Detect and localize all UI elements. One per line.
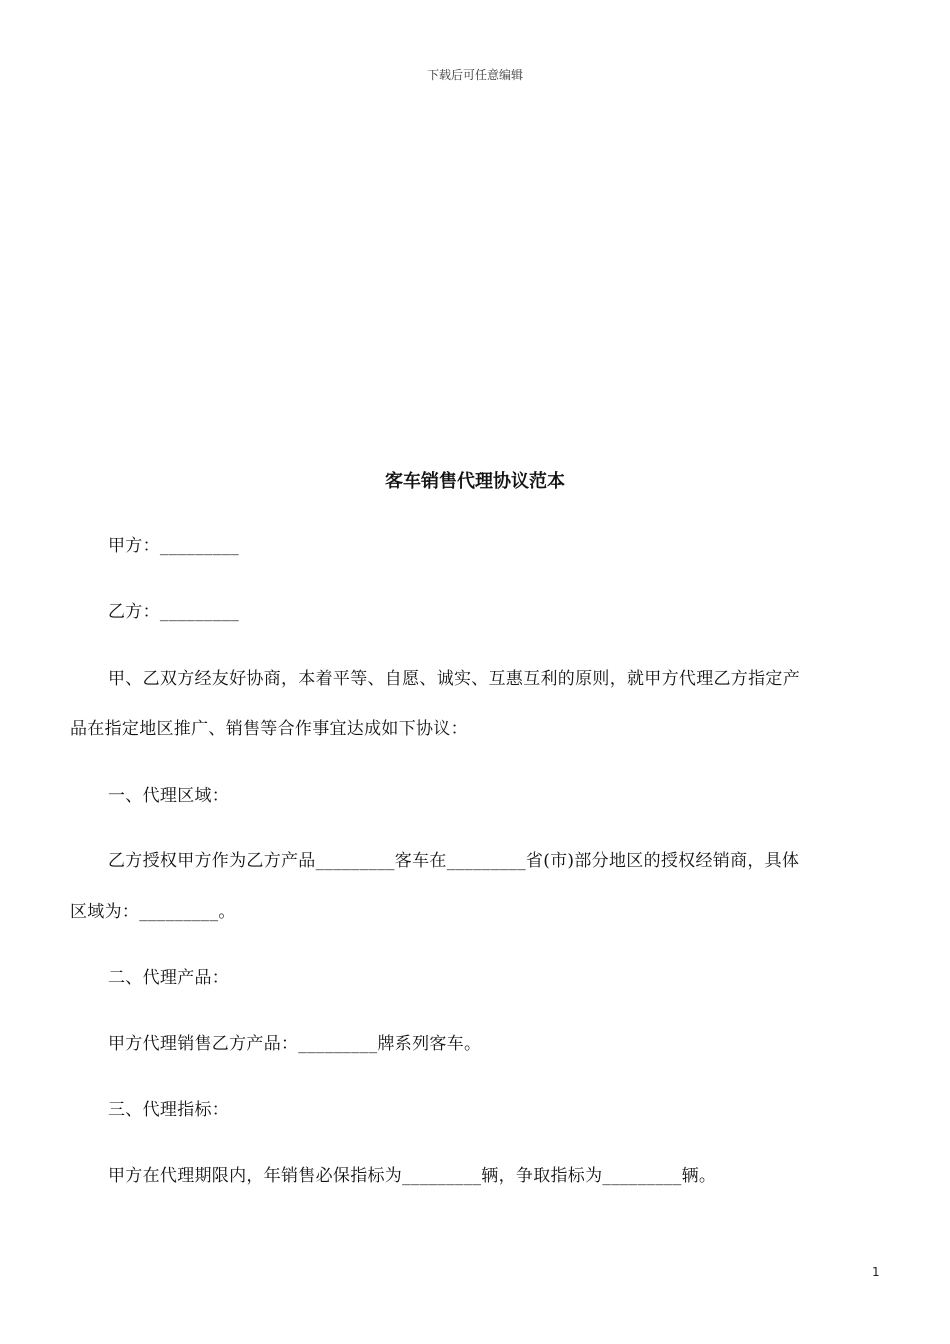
section-1-text-line-1: 乙方授权甲方作为乙方产品_________客车在_________省(市)部分地区的授权经销商，具体 [108,851,800,871]
document-title: 客车销售代理协议范本 [385,471,565,492]
section-1-text-line-2: 区域为：_________。 [70,902,236,922]
section-3-heading: 三、代理指标： [108,1100,230,1120]
section-2-heading: 二、代理产品： [108,968,230,988]
intro-paragraph-line-2: 品在指定地区推广、销售等合作事宜达成如下协议： [70,719,468,739]
section-2-text: 甲方代理销售乙方产品：_________牌系列客车。 [108,1034,482,1054]
intro-paragraph-line-1: 甲、乙双方经友好协商，本着平等、自愿、诚实、互惠互利的原则，就甲方代理乙方指定产 [108,669,800,689]
party-a-line: 甲方：_________ [108,536,240,556]
page-number: 1 [872,1265,880,1279]
party-b-line: 乙方：_________ [108,602,240,622]
header-note: 下载后可任意编辑 [426,68,523,82]
section-1-heading: 一、代理区域： [108,786,230,806]
section-3-text: 甲方在代理期限内，年销售必保指标为_________辆，争取指标为_________辆。 [108,1166,717,1186]
